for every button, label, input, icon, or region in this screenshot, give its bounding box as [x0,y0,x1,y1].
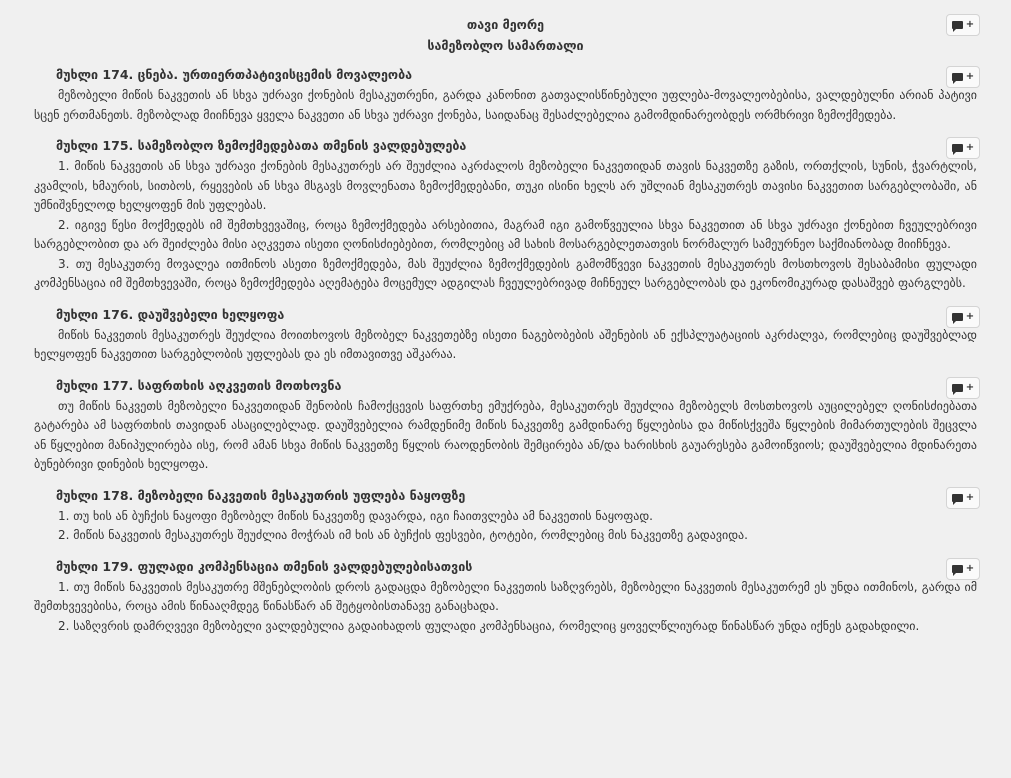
add-comment-button[interactable] [946,558,980,580]
article-177 [34,375,977,475]
plus-icon: + [965,381,975,393]
comment-icon [952,21,963,29]
article-title: მუხლი 175. სამეზობლო ზემოქმედებათა თმენის ვალდებულება [56,138,467,153]
plus-icon: + [965,491,975,503]
article-paragraph: 1. მიწის ნაკვეთის ან სხვა უძრავი ქონების მესაკუთრეს არ შეუძლია აკრძალოს მეზობელი ნაკვეთიდან თავის ნაკვეთზე გაზის, ორთქლის, სუნის, ჭვარტლის, კვამლის, ხმაურის, სითბოს, რყევების ან სხვა მსგავს მოვლენათა ზემოქმედებანი, თუკი ისინი ხელს არ უშლიან მესაკუთრეს თავისი ნაკვეთით სარგებლობაში, ან უმნიშვნელოდ ხელყოფენ მის უფლებას. [34,159,977,212]
chapter-title: სამეზობლო სამართალი [427,38,584,53]
article-paragraph: თუ მიწის ნაკვეთს მეზობელი ნაკვეთიდან შენობის ჩამოქცევის საფრთხე ემუქრება, მესაკუთრეს შეუძლია მეზობელს მოსთხოვოს აუცილებელ ღონისძიებათა გატარება ამ საფრთხის თავიდან ასაცილებლად. დაუშვებელია რამდენიმე მიწის ნაკვეთზე გამდინარე წყლებისა და მიწისქვეშა წყლების მიმართულების შეცვლა ან წყლებით მანიპულირება ისე, რომ ამან სხვა მიწის ნაკვეთზე წყლის რაოდენობის შემცირება ან/და ხარისხის გაუარესება გამოიწვიოს; დაუშვებელია მდინარეთა ბუნებრივი დინების ხელყოფა. [34,398,977,471]
comment-icon [952,565,963,573]
add-comment-button[interactable] [946,377,980,399]
article-title: მუხლი 176. დაუშვებელი ხელყოფა [56,306,285,322]
article-paragraph: 3. თუ მესაკუთრე მოვალეა ითმინოს ასეთი ზემოქმედება, მას შეუძლია ზემოქმედების გამომწვევი ნაკვეთის მესაკუთრეს მოსთხოვოს შესაბამისი ფულადი კომპენსაცია იმ შემთხვევაში, როცა ზემოქმედება აღემატება მოცემულ ადგილას ჩვეულებრივად მიჩნეულ სარგებლობას და ეკონომიკურად დასაშვებ ფარგლებს. [34,256,977,290]
plus-icon: + [965,142,975,153]
article-paragraph: მეზობელი მიწის ნაკვეთის ან სხვა უძრავი ქონების მესაკუთრენი, გარდა კანონით გათვალისწინებული უფლება-მოვალეობებისა, ვალდებულნი არიან პატივი სცენ ერთმანეთს. მეზობლად მიიჩნევა ყველა ნაკვეთი ან სხვა უძრავი ქონება, საიდანაც შესაძლებელია გამომდინარეობდეს ორმხრივი ზემოქმედება. [34,88,977,122]
add-comment-button[interactable] [946,137,980,159]
comment-icon [952,384,963,392]
article-paragraph: 1. თუ ხის ან ბუჩქის ნაყოფი მეზობელ მიწის ნაკვეთზე დავარდა, იგი ჩაითვლება ამ ნაკვეთის ნაყოფად. [58,508,653,523]
plus-icon: + [965,310,975,322]
add-comment-button[interactable] [946,66,980,88]
article-paragraph: 2. იგივე წესი მოქმედებს იმ შემთხვევაშიც, როცა ზემოქმედება არსებითია, მაგრამ იგი გამოწვეულია სხვა ნაკვეთით ან სხვა უძრავი ქონებით ჩვეულებრივი სარგებლობით და არ შეიძლება მისი აღკვეთა ისეთი ღონისძიებებით, რომლებიც ამ სახის მოსარგებლეთათვის ნორმალურ სამეურნეო საქმიანობად მიიჩნევა. [34,217,977,251]
chapter-number: თავი მეორე [466,17,545,32]
comment-icon [952,494,963,502]
article-paragraph: 2. საზღვრის დამრღვევი მეზობელი ვალდებულია გადაიხადოს ფულადი კომპენსაცია, რომელიც ყოველწლიურად წინასწარ უნდა იქნეს გადახდილი. [58,618,920,633]
article-paragraph: მიწის ნაკვეთის მესაკუთრეს შეუძლია მოითხოვოს მეზობელ ნაკვეთებზე ისეთი ნაგებობების აშენების ან ექსპლუატაციის აკრძალვა, რომლებიც დაუშვებლად ხელყოფენ ნაკვეთით სარგებლობის უფლებას და ეს იმთავითვე აშკარაა. [34,327,977,361]
article-title: მუხლი 178. მეზობელი ნაკვეთის მესაკუთრის უფლება ნაყოფზე [56,487,466,503]
article-175 [34,135,977,294]
chapter-header [34,14,977,56]
article-176 [34,304,977,365]
comment-icon [952,313,963,321]
article-178 [34,485,977,546]
add-comment-button[interactable] [946,487,980,509]
article-title: მუხლი 177. საფრთხის აღკვეთის მოთხოვნა [56,377,342,393]
comment-icon [952,73,963,81]
add-comment-button[interactable] [946,306,980,328]
add-comment-button[interactable] [946,14,980,36]
comment-icon [952,144,963,152]
article-title: მუხლი 174. ცნება. ურთიერთპატივისცემის მოვალეობა [56,67,413,82]
plus-icon: + [965,19,975,30]
article-179 [34,556,977,637]
article-174 [34,64,977,125]
article-paragraph: 1. თუ მიწის ნაკვეთის მესაკუთრე მშენებლობის დროს გადაცდა მეზობელი ნაკვეთის საზღვრებს, მეზობელი ნაკვეთის მესაკუთრემ ეს უნდა ითმინოს, გარდა იმ შემთხვევებისა, როცა ამის წინააღმდეგ წინასწარ ან შეტყობისთანავე განაცხადა. [34,579,977,613]
plus-icon: + [965,71,975,82]
article-paragraph: 2. მიწის ნაკვეთის მესაკუთრეს შეუძლია მოჭრას იმ ხის ან ბუჩქის ფესვები, ტოტები, რომლებიც მის ნაკვეთზე გადავიდა. [58,528,748,542]
plus-icon: + [965,562,975,574]
article-title: მუხლი 179. ფულადი კომპენსაცია თმენის ვალდებულებისათვის [56,558,473,574]
